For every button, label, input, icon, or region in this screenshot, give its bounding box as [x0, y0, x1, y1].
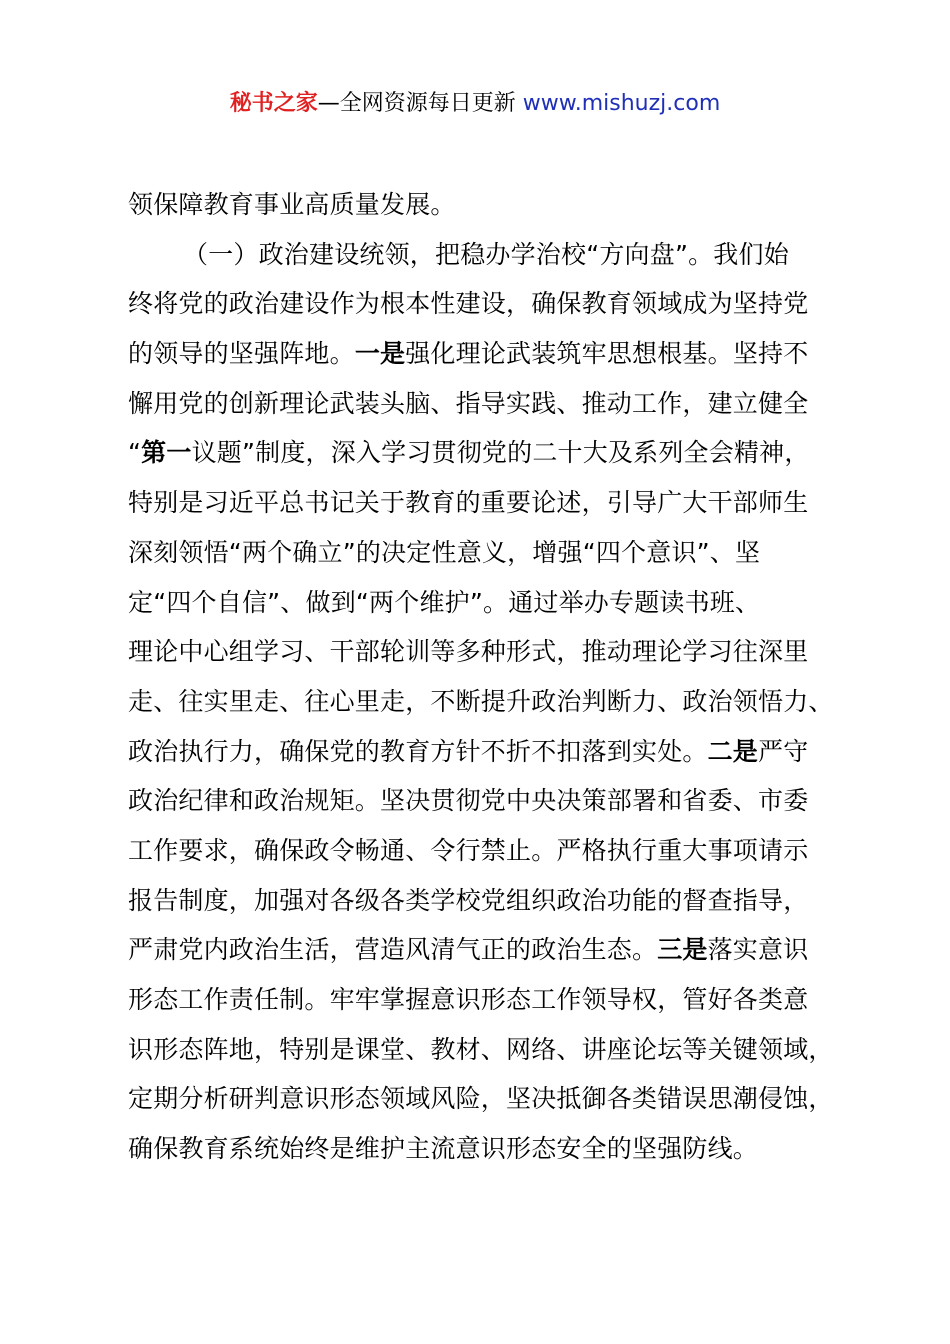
- text-run: 领保障教育事业高质量发展。: [128, 190, 456, 219]
- text-run: 懈用党的创新理论武装头脑、指导实践、推动工作，建立健全: [128, 388, 809, 418]
- text-run: 政治纪律和政治规矩。坚决贯彻党中央决策部署和省委、市委: [128, 786, 809, 816]
- text-line: [128, 727, 852, 777]
- text-run: 严守: [758, 736, 809, 766]
- text-line: [128, 379, 852, 429]
- text-run: 定期分析研判意识形态领域风险，坚决抵御各类错误思潮侵蚀，: [128, 1084, 834, 1114]
- text-line: [128, 279, 852, 329]
- text-run: “: [128, 438, 142, 468]
- text-run: 确保教育系统始终是维护主流意识形态安全的坚强防线。: [128, 1134, 759, 1164]
- section-heading-line: [128, 230, 852, 280]
- text-line: [128, 180, 852, 230]
- text-line: [128, 925, 852, 975]
- text-line: [128, 528, 852, 578]
- emphasis-label: 二是: [707, 736, 759, 766]
- text-run: 工作要求，确保政令畅通、令行禁止。严格执行重大事项请示: [128, 835, 809, 865]
- text-line: [128, 876, 852, 926]
- text-line: [128, 677, 852, 727]
- text-run: 走、往实里走、往心里走，不断提升政治判断力、政治领悟力、: [128, 686, 834, 716]
- text-run: 特别是习近平总书记关于教育的重要论述，引导广大干部师生: [128, 488, 809, 518]
- section-heading: （一）政治建设统领，把稳办学治校“方向盘”。我们始: [183, 239, 789, 269]
- text-line: [128, 826, 852, 876]
- text-line: [128, 975, 852, 1025]
- text-run: 的领导的坚强阵地。: [128, 339, 355, 369]
- emphasis-label: 第一: [141, 438, 192, 468]
- emphasis-label: 三是: [657, 935, 708, 965]
- text-line: [128, 329, 852, 379]
- text-run: 政治执行力，确保党的教育方针不折不扣落到实处。: [128, 736, 708, 766]
- text-run: 落实意识: [707, 935, 809, 965]
- text-line: [128, 1074, 852, 1124]
- text-line: [128, 627, 852, 677]
- page-header: [0, 88, 950, 120]
- text-run: 深刻领悟“两个确立”的决定性意义，增强“四个意识”、坚: [128, 537, 761, 567]
- text-run: 定“四个自信”、做到“两个维护”。通过举办专题读书班、: [128, 587, 761, 617]
- document-body: [128, 180, 852, 1174]
- text-run: 议题”制度，深入学习贯彻党的二十大及系列全会精神，: [191, 438, 810, 468]
- text-line: [128, 1025, 852, 1075]
- text-run: 形态工作责任制。牢牢掌握意识形态工作领导权，管好各类意: [128, 985, 809, 1014]
- text-run: 报告制度，加强对各级各类学校党组织政治功能的督查指导，: [128, 885, 809, 915]
- text-line: [128, 1124, 852, 1174]
- site-url[interactable]: www.mishuzj.com: [522, 91, 721, 116]
- text-line: [128, 578, 852, 628]
- text-run: 终将党的政治建设作为根本性建设，确保教育领域成为坚持党: [128, 289, 809, 319]
- emphasis-label: 一是: [354, 339, 406, 369]
- text-run: 强化理论武装筑牢思想根基。坚持不: [405, 339, 809, 369]
- text-line: [128, 478, 852, 528]
- header-tagline: —全网资源每日更新: [317, 91, 523, 116]
- text-line: [128, 776, 852, 826]
- text-run: 识形态阵地，特别是课堂、教材、网络、讲座论坛等关键领域，: [128, 1034, 834, 1064]
- brand-name: 秘书之家: [229, 91, 318, 116]
- text-line: [128, 428, 852, 478]
- text-run: 严肃党内政治生活，营造风清气正的政治生态。: [128, 935, 658, 965]
- text-run: 理论中心组学习、干部轮训等多种形式，推动理论学习往深里: [128, 637, 809, 667]
